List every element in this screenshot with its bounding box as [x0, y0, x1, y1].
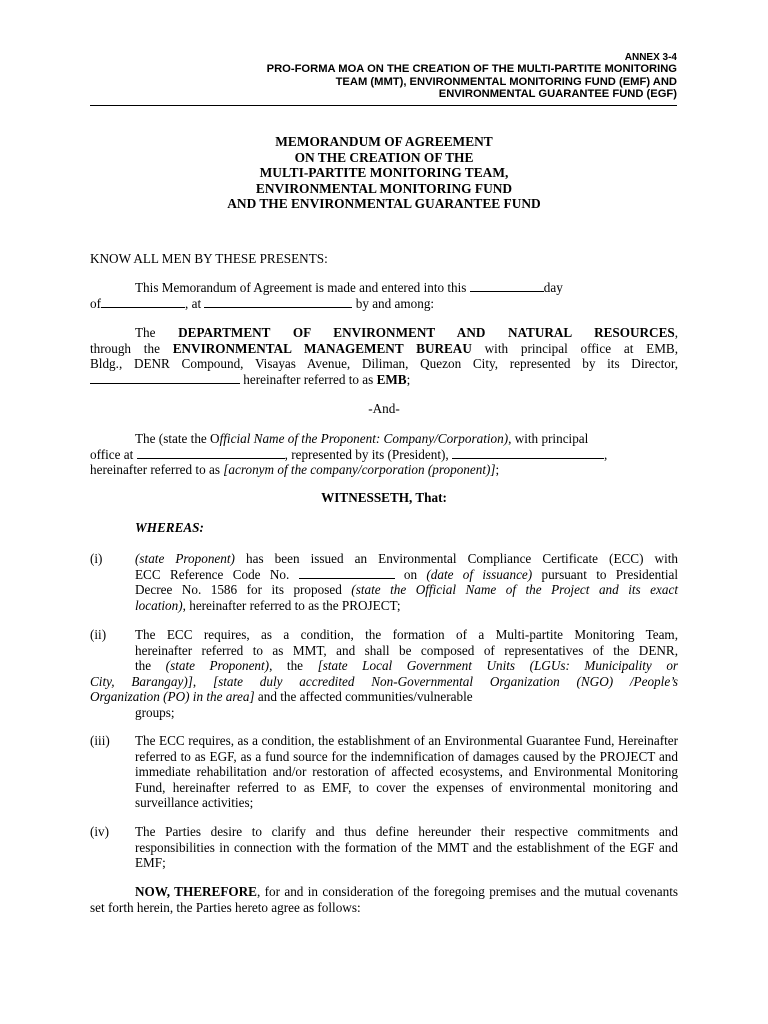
- annex-header: [90, 52, 677, 101]
- header-line-2: TEAM (MMT), ENVIRONMENTAL MONITORING FUND (EMF) AND: [335, 75, 677, 88]
- item-i-f: pursuant to Presidential: [541, 566, 679, 582]
- party2-e: , represented by its (President),: [284, 446, 449, 462]
- document-title: [90, 134, 678, 212]
- intro-text-a: This Memorandum of Agreement is made and entered into this: [135, 280, 467, 295]
- whereas-item-ii: [90, 627, 678, 720]
- item-i-d: on: [403, 566, 418, 582]
- item-iii-text: The ECC requires, as a condition, the establishment of an Environmental Guarantee Fund, Hereinafter referred to as EGF, as a fund source for the indemnification of damages caused by the PROJECT and immediate rehabilitation and/or restoration of affected ecosystems, and Environmental Monitoring Fund, hereinafter referred to as EMF, to cover the expenses of environmental monitoring and surveillance activities;: [135, 733, 678, 810]
- title-line-5: AND THE ENVIRONMENTAL GUARANTEE FUND: [227, 196, 541, 211]
- witnesseth-text: WITNESSETH, That:: [321, 490, 447, 505]
- emb-full-name: ENVIRONMENTAL MANAGEMENT BUREAU: [172, 340, 472, 356]
- item-ii-l3a: the: [135, 658, 152, 673]
- item-ii-l4c: [state duly accredited Non-Governmental Organization (NGO) /People’s: [212, 673, 678, 689]
- party1-through: through the: [90, 340, 160, 356]
- intro-paragraph: [90, 280, 678, 311]
- header-line-3: ENVIRONMENTAL GUARANTEE FUND (EGF): [438, 88, 677, 101]
- item-iii-number: (iii): [90, 733, 110, 748]
- party-two-paragraph: [90, 431, 678, 478]
- intro-text-c: of: [90, 295, 101, 311]
- item-ii-line-6: groups;: [135, 704, 175, 720]
- president-blank: [452, 447, 604, 459]
- header-line-1: PRO-FORMA MOA ON THE CREATION OF THE MULTI-PARTITE MONITORING: [266, 63, 677, 75]
- emb-acronym: EMB: [376, 371, 407, 387]
- and-separator: [90, 401, 678, 417]
- item-i-number: (i): [90, 551, 103, 566]
- item-ii-l4a: City, Barangay)]: [90, 673, 193, 689]
- item-ii-l4b: ,: [192, 673, 197, 689]
- whereas: [90, 520, 678, 536]
- item-ii-l5a: Organization (PO) in the area]: [90, 689, 255, 704]
- party2-f: ,: [604, 446, 608, 462]
- party1-comma: ,: [674, 325, 679, 340]
- whereas-item-iii: [90, 733, 678, 811]
- title-line-4: ENVIRONMENTAL MONITORING FUND: [255, 180, 513, 196]
- now-therefore-rest: , for and in consideration of the foregoing premises and the mutual covenants set forth herein, the Parties hereto agree as follows:: [90, 884, 678, 915]
- item-ii-l3d: [state Local Government Units (LGUs: Municipality or: [317, 658, 679, 673]
- ecc-code-blank: [299, 567, 395, 579]
- party2-d: office at: [90, 446, 134, 462]
- item-i-j: , hereinafter referred to as the PROJECT;: [182, 597, 401, 613]
- party2-h: [acronym of the company/corporation (proponent)]: [223, 462, 496, 477]
- item-iv-text: The Parties desire to clarify and thus define hereunder their respective commitments and responsibilities in connection with the formation of the MMT and the establishment of the EGF and EMF;: [135, 824, 678, 870]
- whereas-item-i: [90, 551, 678, 613]
- witnesseth: [90, 490, 678, 506]
- now-therefore-bold: NOW, THEREFORE: [135, 884, 257, 899]
- intro-text-b: day: [543, 280, 563, 295]
- item-iv-number: (iv): [90, 824, 110, 839]
- office-blank: [137, 447, 285, 459]
- item-i-h: (state the Official Name of the Project and its exact: [351, 582, 678, 597]
- intro-text-d: , at: [185, 295, 202, 311]
- item-i-b: has been issued an Environmental Compliance Certificate (ECC) with: [246, 551, 678, 566]
- title-line-1: MEMORANDUM OF AGREEMENT: [275, 134, 493, 149]
- item-ii-line-2: hereinafter referred to as MMT, and shall be composed of representatives of the DENR,: [135, 642, 678, 658]
- know-all-men: [90, 251, 678, 267]
- item-ii-l3b: (state Proponent): [165, 658, 270, 673]
- item-i-g: Decree No. 1586 for its proposed: [135, 582, 342, 597]
- place-blank: [204, 296, 352, 308]
- annex-label: ANNEX 3-4: [624, 52, 677, 63]
- party1-the: The: [135, 325, 156, 340]
- party2-g: hereinafter referred to as: [90, 462, 220, 477]
- party1-rest1: with principal office at EMB,: [484, 340, 679, 356]
- denr-name: DEPARTMENT OF ENVIRONMENT AND NATURAL RESOURCES: [178, 325, 675, 340]
- director-blank: [90, 372, 240, 384]
- party2-i: ;: [495, 462, 500, 477]
- party1-line2: Bldg., DENR Compound, Visayas Avenue, Diliman, Quezon City, represented by its Director,: [90, 356, 678, 371]
- whereas-item-iv: [90, 824, 678, 871]
- item-ii-l5b: and the affected communities/vulnerable: [257, 689, 473, 704]
- title-line-2: ON THE CREATION OF THE: [294, 149, 474, 165]
- item-ii-l3c: , the: [269, 658, 304, 673]
- item-ii-line-1: The ECC requires, as a condition, the formation of a Multi-partite Monitoring Team,: [135, 627, 678, 642]
- month-blank: [101, 296, 185, 308]
- party-one-paragraph: [90, 325, 678, 387]
- party1-after-blank: hereinafter referred to as: [243, 371, 374, 387]
- item-i-e: (date of issuance): [426, 566, 533, 582]
- item-i-a: (state Proponent): [135, 551, 235, 566]
- intro-text-e: by and among:: [355, 295, 435, 311]
- know-all-men-text: KNOW ALL MEN BY THESE PRESENTS:: [90, 251, 328, 266]
- party1-end: ;: [406, 371, 411, 387]
- item-i-c: ECC Reference Code No.: [135, 566, 290, 582]
- day-blank: [470, 280, 544, 292]
- title-line-3: MULTI-PARTITE MONITORING TEAM,: [259, 165, 509, 180]
- item-ii-number: (ii): [90, 627, 107, 642]
- and-text: -And-: [368, 401, 400, 416]
- whereas-text: WHEREAS:: [135, 520, 204, 535]
- header-rule: [90, 105, 677, 106]
- party2-c: , with principal: [508, 431, 589, 446]
- now-therefore-paragraph: [90, 884, 678, 915]
- item-i-i: location): [135, 597, 183, 613]
- party2-a: The (state the O: [135, 431, 220, 446]
- party2-b: fficial Name of the Proponent: Company/Corporation): [219, 431, 509, 446]
